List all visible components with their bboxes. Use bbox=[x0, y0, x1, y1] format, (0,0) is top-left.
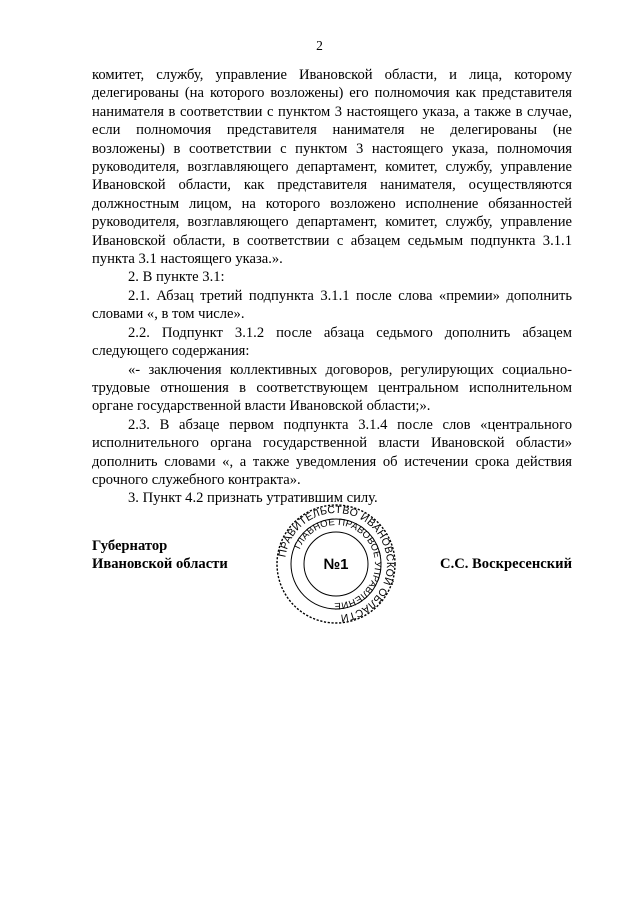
signatory-position bbox=[92, 537, 228, 574]
paragraph: 2.3. В абзаце первом подпункта 3.1.4 после слов «центрального исполнительного органа государственной власти Ивановской области» дополнить словами «, а также уведомления об истечении срока действия срочного служебного контракта». bbox=[92, 416, 572, 488]
paragraph: 2.1. Абзац третий подпункта 3.1.1 после слова «премии» дополнить словами «, в том числе». bbox=[92, 287, 572, 323]
signatory-position-line: Ивановской области bbox=[92, 556, 228, 573]
paragraph: комитет, службу, управление Ивановской области, и лица, которому делегированы (на которого возложены) его полномочия как представителя нанимателя в соответствии с пунктом 3 настоящего указа, а также в случае, если полномочия представителя нанимателя не делегированы (не возложены) в соответствии с пунктом 3 настоящего указа, полномочия руководителя, возглавляющего департамент, комитет, службу, управление Ивановской области, как представителя нанимателя, осуществляются должностным лицом, на которого возложено исполнение обязанностей руководителя, возглавляющего департамент, комитет, службу, управление Ивановской области, в соответствии с абзацем седьмым подпункта 3.1.1 пункта 3.1 настоящего указа.». bbox=[92, 67, 572, 268]
stamp-number: №1 bbox=[323, 556, 349, 573]
paragraph: «- заключения коллективных договоров, регулирующих социально-трудовые отношения в соответствующем центральном исполнительном органе государственной власти Ивановской области;». bbox=[92, 361, 572, 415]
document-body bbox=[92, 66, 572, 508]
signatory-name: С.С. Воскресенский bbox=[440, 556, 572, 572]
stamp-outer-text: ПРАВИТЕЛЬСТВО ИВАНОВСКОЙ ОБЛАСТИ bbox=[276, 503, 397, 624]
paragraph: 2.2. Подпункт 3.1.2 после абзаца седьмого дополнить абзацем следующего содержания: bbox=[92, 324, 572, 360]
signatory-position-line: Губернатор bbox=[92, 538, 168, 554]
stamp-inner-text: ГЛАВНОЕ ПРАВОВОЕ УПРАВЛЕНИЕ bbox=[292, 516, 384, 612]
paragraph: 2. В пункте 3.1: bbox=[128, 269, 225, 286]
page-number: 2 bbox=[316, 38, 323, 53]
paragraph: 3. Пункт 4.2 признать утратившим силу. bbox=[128, 490, 378, 507]
official-stamp bbox=[275, 503, 397, 625]
